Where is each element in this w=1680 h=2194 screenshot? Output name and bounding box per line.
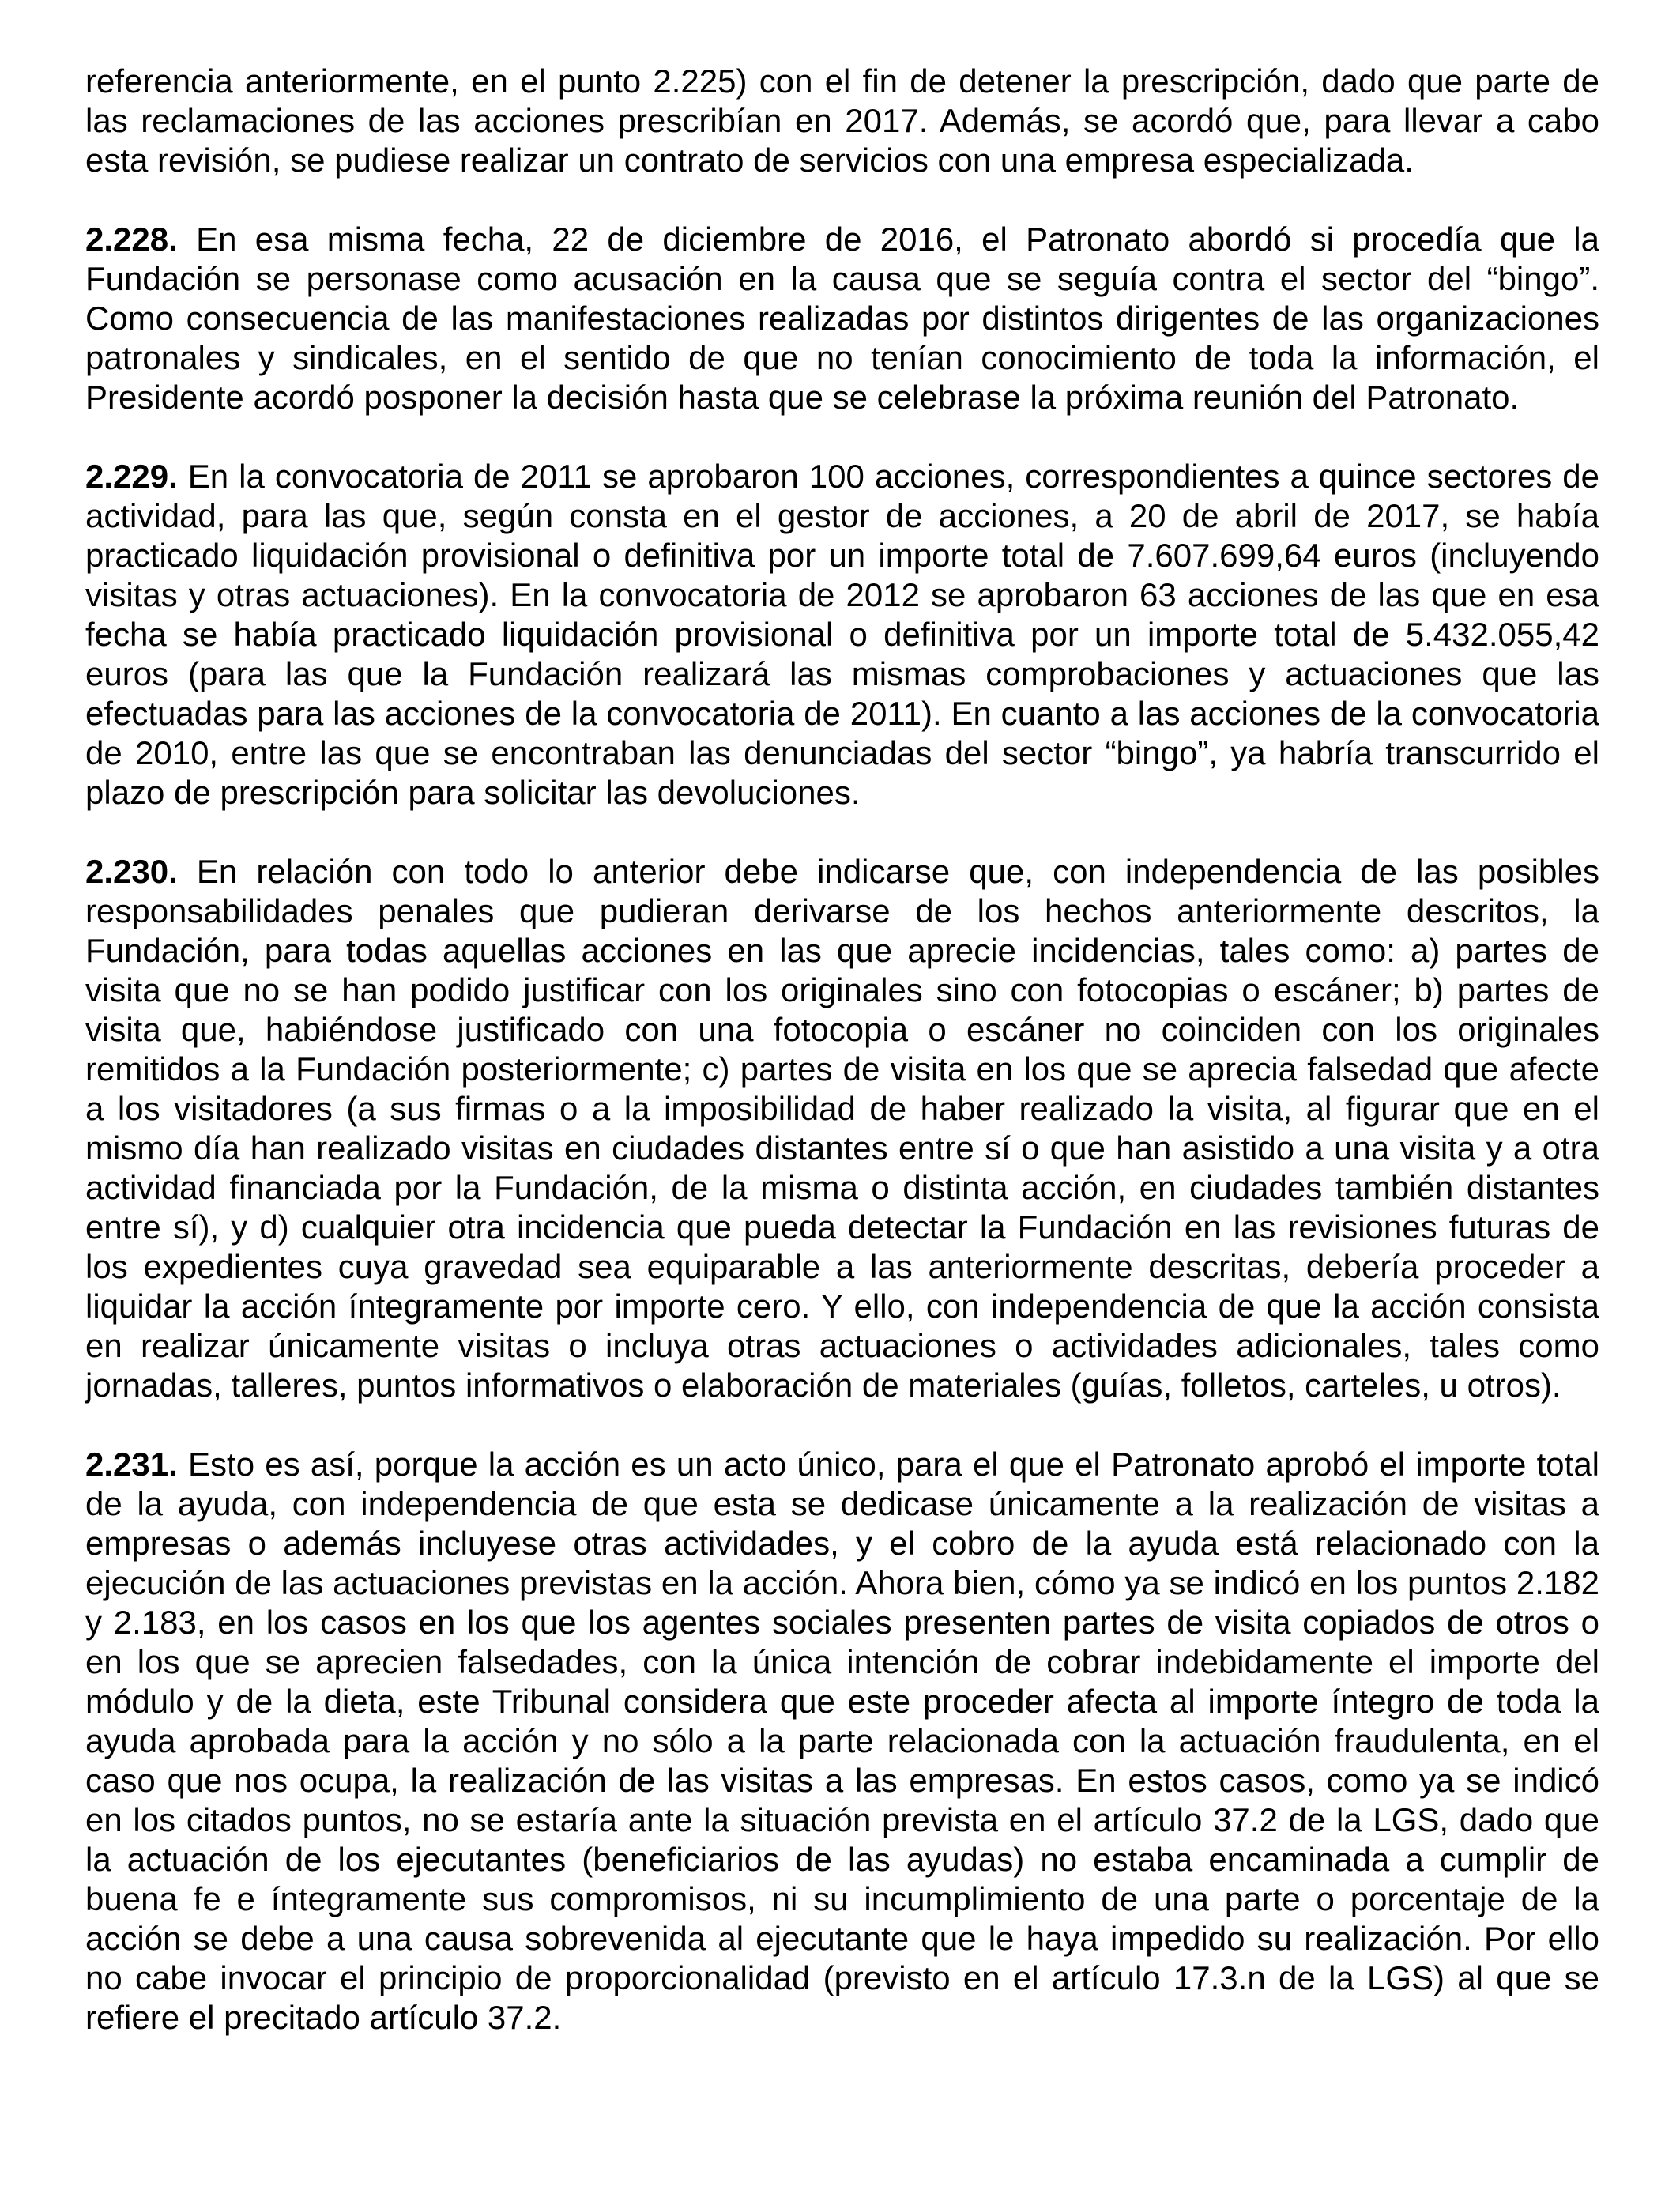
paragraph-continuation — [85, 62, 1599, 180]
paragraph-2-228 — [85, 220, 1599, 417]
paragraph-number: 2.229. — [85, 458, 178, 495]
paragraph-2-231 — [85, 1445, 1599, 2038]
paragraph-text: Esto es así, porque la acción es un acto único, para el que el Patronato aprobó el importe total de la ayuda, con independencia de que esta se dedicase únicamente a la realización de visitas a empresas o además incluyese otras actividades, y el cobro de la ayuda está relacionado con la ejecución de las actuaciones previstas en la acción. Ahora bien, cómo ya se indicó en los puntos 2.182 y 2.183, en los casos en los que los agentes sociales presenten partes de visita copiados de otros o en los que se aprecien falsedades, con la única intención de cobrar indebidamente el importe del módulo y de la dieta, este Tribunal considera que este proceder afecta al importe íntegro de toda la ayuda aprobada para la acción y no sólo a la parte relacionada con la actuación fraudulenta, en el caso que nos ocupa, la realización de las visitas a las empresas. En estos casos, como ya se indicó en los citados puntos, no se estaría ante la situación prevista en el artículo 37.2 de la LGS, dado que la actuación de los ejecutantes (beneficiarios de las ayudas) no estaba encaminada a cumplir de buena fe e íntegramente sus compromisos, ni su incumplimiento de una parte o porcentaje de la acción se debe a una causa sobrevenida al ejecutante que le haya impedido su realización. Por ello no cabe invocar el principio de proporcionalidad (previsto en el artículo 17.3.n de la LGS) al que se refiere el precitado artículo 37.2. — [85, 1446, 1600, 2036]
paragraph-2-230 — [85, 852, 1599, 1405]
paragraph-text: En relación con todo lo anterior debe indicarse que, con independencia de las posibles responsabilidades penales que pudieran derivarse de los hechos anteriormente descritos, la Fundación, para todas aquellas acciones en las que aprecie incidencias, tales como: a) partes de visita que no se han podido justificar con los originales sino con fotocopias o escáner; b) partes de visita que, habiéndose justificado con una fotocopia o escáner no coinciden con los originales remitidos a la Fundación posteriormente; c) partes de visita en los que se aprecia falsedad que afecte a los visitadores (a sus firmas o a la imposibilidad de haber realizado la visita, al figurar que en el mismo día han realizado visitas en ciudades distantes entre sí o que han asistido a una visita y a otra actividad financiada por la Fundación, de la misma o distinta acción, en ciudades también distantes entre sí), y d) cualquier otra incidencia que pueda detectar la Fundación en las revisiones futuras de los expedientes cuya gravedad sea equiparable a las anteriormente descritas, debería proceder a liquidar la acción íntegramente por importe cero. Y ello, con independencia de que la acción consista en realizar únicamente visitas o incluya otras actuaciones o actividades adicionales, tales como jornadas, talleres, puntos informativos o elaboración de materiales (guías, folletos, carteles, u otros). — [85, 853, 1599, 1404]
paragraph-number: 2.230. — [85, 853, 178, 890]
paragraph-2-229 — [85, 457, 1599, 812]
paragraph-text: En esa misma fecha, 22 de diciembre de 2016, el Patronato abordó si procedía que la Fundación se personase como acusación en la causa que se seguía contra el sector del “bingo”. Como consecuencia de las manifestaciones realizadas por distintos dirigentes de las organizaciones patronales y sindicales, en el sentido de que no tenían conocimiento de toda la información, el Presidente acordó posponer la decisión hasta que se celebrase la próxima reunión del Patronato. — [85, 221, 1599, 416]
document-page — [85, 62, 1599, 2038]
paragraph-text: referencia anteriormente, en el punto 2.225) con el fin de detener la prescripción, dado que parte de las reclamaciones de las acciones prescribían en 2017. Además, se acordó que, para llevar a cabo esta revisión, se pudiese realizar un contrato de servicios con una empresa especializada. — [85, 62, 1599, 179]
paragraph-number: 2.228. — [85, 221, 178, 258]
paragraph-text: En la convocatoria de 2011 se aprobaron 100 acciones, correspondientes a quince sectores de actividad, para las que, según consta en el gestor de acciones, a 20 de abril de 2017, se había practicado liquidación provisional o definitiva por un importe total de 7.607.699,64 euros (incluyendo visitas y otras actuaciones). En la convocatoria de 2012 se aprobaron 63 acciones de las que en esa fecha se había practicado liquidación provisional o definitiva por un importe total de 5.432.055,42 euros (para las que la Fundación realizará las mismas comprobaciones y actuaciones que las efectuadas para las acciones de la convocatoria de 2011). En cuanto a las acciones de la convocatoria de 2010, entre las que se encontraban las denunciadas del sector “bingo”, ya habría transcurrido el plazo de prescripción para solicitar las devoluciones. — [85, 458, 1600, 811]
paragraph-number: 2.231. — [85, 1446, 178, 1483]
